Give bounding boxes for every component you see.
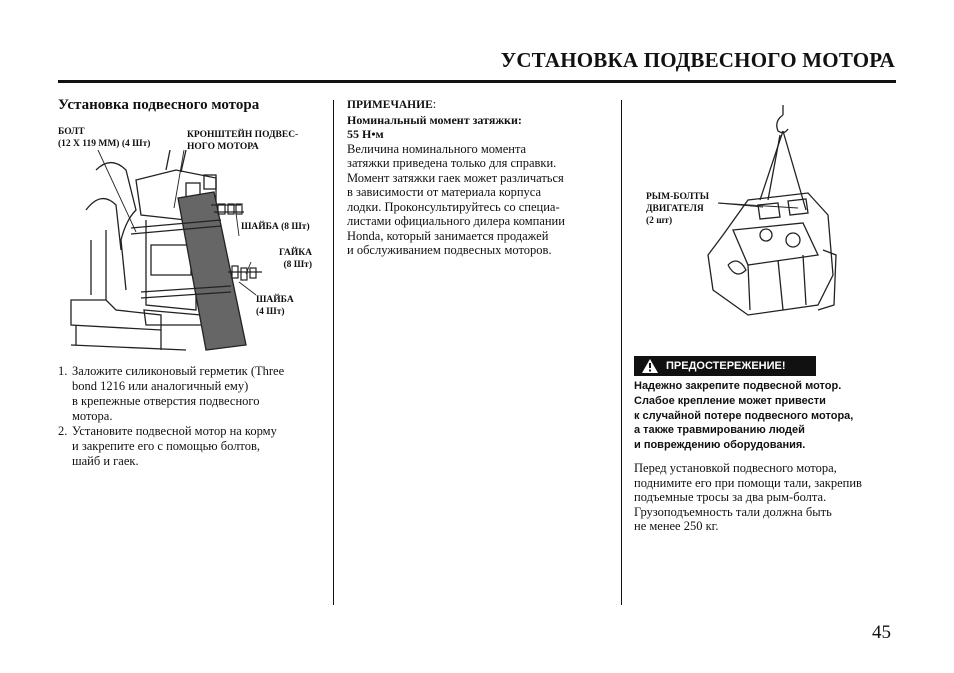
- page-number: 45: [872, 622, 891, 643]
- mounting-illustration: [66, 150, 306, 360]
- label-washer-8: ШАЙБА (8 Шт): [241, 222, 310, 232]
- lifting-illustration: [688, 105, 838, 335]
- label-washer-4: ШАЙБА (4 Шт): [256, 295, 294, 317]
- warning-text: Надежно закрепите подвесной мотор. Слабое крепление может привести к случайной потере подвесного мотора, а также травмированию людей и повреждению оборудования.: [634, 380, 854, 452]
- step-item: 1. Заложите силиконовый герметик (Three bond 1216 или аналогичный ему) в крепежные отверстия подвесного мотора.: [58, 364, 285, 423]
- note-heading: ПРИМЕЧАНИЕ: [347, 99, 433, 111]
- label-nut: ГАЙКА (8 Шт): [279, 248, 313, 270]
- torque-label: Номинальный момент затяжки:: [347, 112, 522, 127]
- torque-value: 55 Н•м: [347, 127, 384, 141]
- label-bolt: БОЛТ (12 X 119 ММ) (4 Шт): [58, 127, 151, 149]
- section-title: Установка подвесного мотора: [58, 97, 260, 113]
- label-eye-bolts: РЫМ-БОЛТЫ ДВИГАТЕЛЯ (2 шт): [646, 192, 710, 226]
- warning-header: ПРЕДОСТЕРЕЖЕНИЕ!: [634, 356, 816, 376]
- header-rule: [58, 80, 896, 83]
- column-divider-2: [621, 100, 622, 605]
- steps-list: [58, 364, 320, 469]
- page-title: УСТАНОВКА ПОДВЕСНОГО МОТОРА: [500, 48, 895, 72]
- label-bracket: КРОНШТЕЙН ПОДВЕС- НОГО МОТОРА: [187, 130, 299, 152]
- step-item: 2. Установите подвесной мотор на корму и закрепите его с помощью болтов, шайб и гаек.: [58, 424, 277, 468]
- column-divider-1: [333, 100, 334, 605]
- warning-icon: [642, 359, 658, 376]
- lifting-paragraph: Перед установкой подвесного мотора, поднимите его при помощи тали, закрепив подъемные тросы за два рым-болта. Грузоподъемность тали должна быть не менее 250 кг.: [634, 461, 862, 533]
- note-block: ПРИМЕЧАНИЕ: Номинальный момент затяжки: 55 Н•м Величина номинального момента затяжки приведена только для справки. Момент затяжки гаек может различаться в зависимости от материала корпуса лодки. Проконсультируйтесь со специа- листами официального дилера компании Honda, который занимается продажей и обслуживанием подвесных моторов.: [347, 97, 612, 258]
